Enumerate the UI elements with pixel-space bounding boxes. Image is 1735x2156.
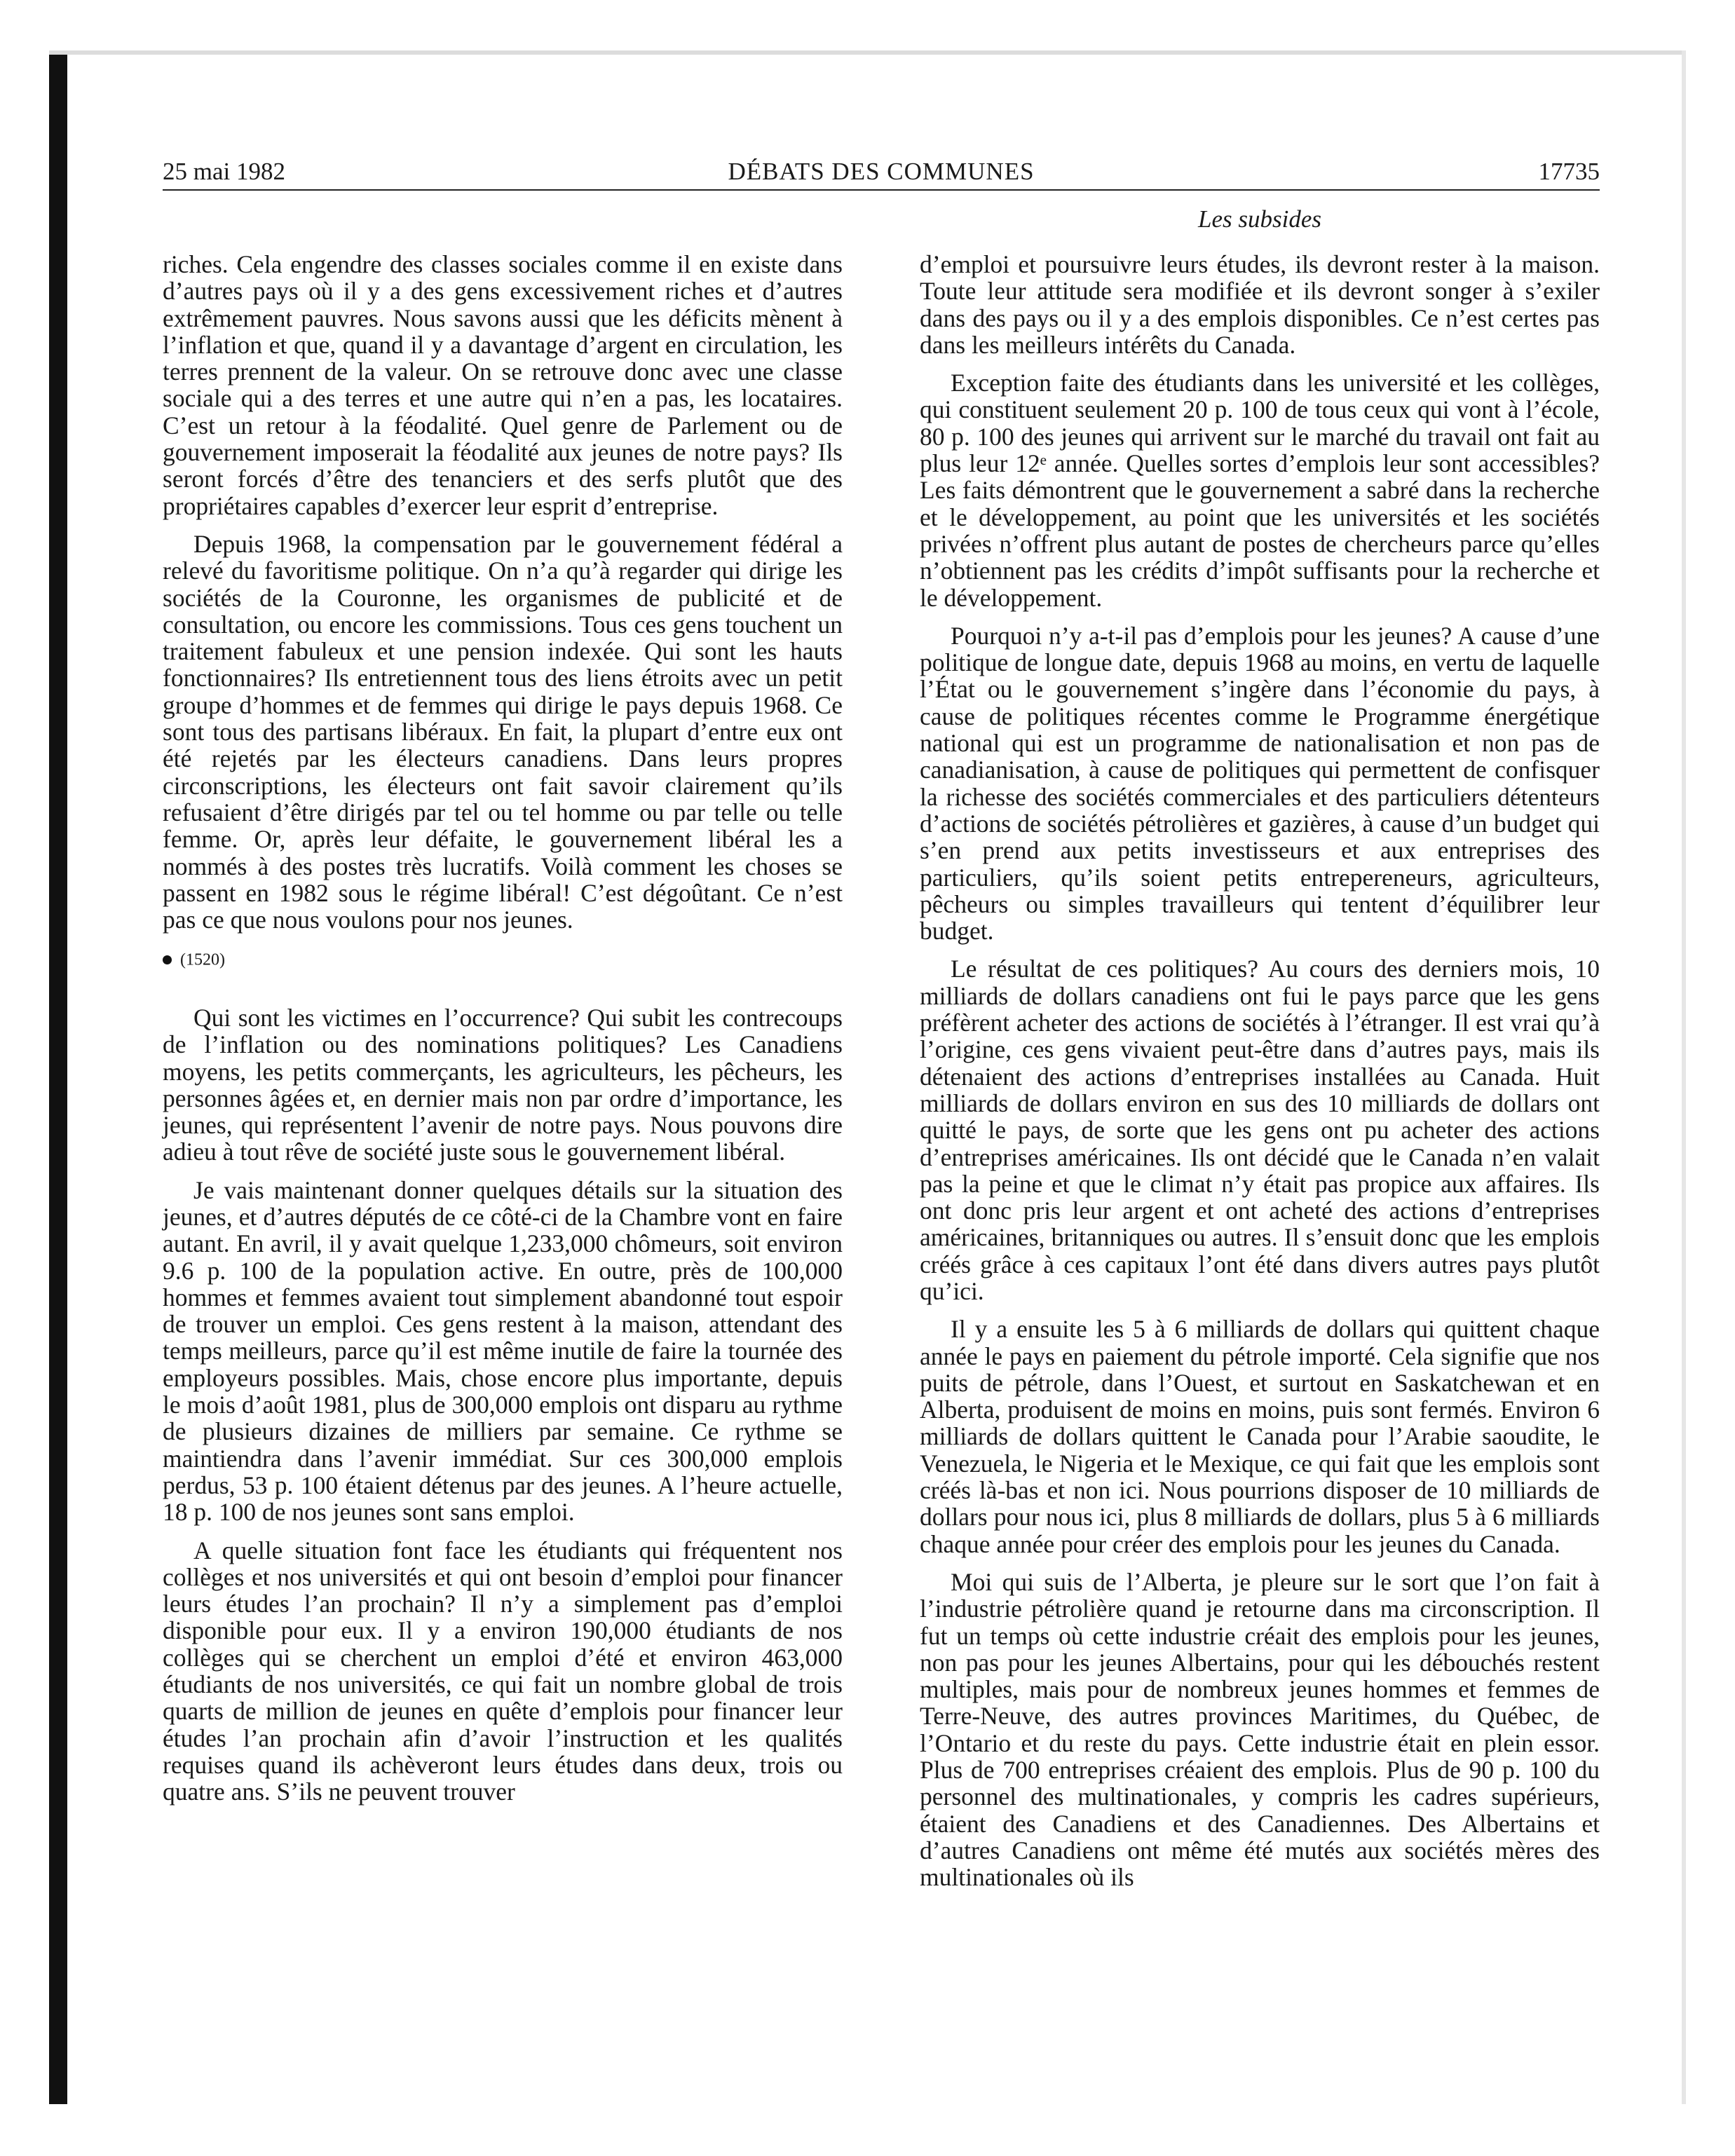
header-rule	[163, 189, 1600, 191]
left-paragraph-2: Depuis 1968, la compensation par le gouvernement fédéral a relevé du favoritisme politique. On n’a qu’à regarder qui dirige les sociétés de la Couronne, les organismes de publicité et de consultation, ou encore les commissions. Tous ces gens touchent un traitement fabuleux et une pension indexée. Qui sont les hauts fonctionnaires? Ils entretiennent tous des liens étroits avec un petit groupe d’hommes et de femmes qui dirige le pays depuis 1968. Ce sont tous des partisans libéraux. En fait, la plupart d’entre eux ont été rejetés par les électeurs canadiens. Dans leurs propres circonscriptions, les électeurs ont fait savoir clairement qu’ils refusaient d’être dirigés par tel ou tel homme ou par telle ou telle femme. Or, après leur défaite, le gouvernement libéral les a nommés à des postes très lucratifs. Voilà comment les choses se passent en 1982 sous le régime libéral! C’est dégoûtant. Ce n’est pas ce que nous voulons pour nos jeunes.	[163, 529, 843, 934]
right-paragraph-1: d’emploi et poursuivre leurs études, ils devront rester à la maison. Toute leur attitude sera modifiée et ils devront songer à s’exiler dans des pays ou il y a des emplois disponibles. Ce n’est certes pas dans les meilleurs intérêts du Canada.	[920, 250, 1600, 359]
left-column	[163, 251, 843, 1817]
running-head: Les subsides	[1198, 205, 1321, 233]
right-paragraph-2: Exception faite des étudiants dans les université et les collèges, qui constituent seulement 20 p. 100 de tous ceux qui vont à l’école, 80 p. 100 des jeunes qui arrivent sur le marché du travail ont fait au plus leur 12ᵉ année. Quelles sortes d’emplois leur sont accessibles? Les faits démontrent que le gouvernement a sabré dans la recherche et le développement, au point que les universités et les sociétés privées n’offrent plus autant de postes de chercheurs parce qu’elles n’obtiennent pas les crédits d’impôt suffisants pour la recherche et le développement.	[920, 369, 1600, 612]
left-paragraph-5: A quelle situation font face les étudiants qui fréquentent nos collèges et nos universités et qui ont besoin d’emploi pour financer leurs études l’an prochain? Il n’y a simplement pas d’emploi disponible pour eux. Il y a environ 190,000 étudiants de nos collèges qui se cherchent un emploi d’été et environ 463,000 étudiants de nos universités, ce qui fait un nombre global de trois quarts de million de jeunes en quête d’emplois pour financer leur études l’an prochain afin d’avoir l’instruction et les qualités requises quand ils achèveront leurs études dans deux, trois ou quatre ans. S’ils ne peuvent trouver	[163, 1536, 843, 1806]
left-paragraph-3: Qui sont les victimes en l’occurrence? Qui subit les contrecoups de l’inflation ou des nominations politiques? Les Canadiens moyens, les petits commerçants, les agriculteurs, les pêcheurs, les personnes âgées et, en dernier mais non par ordre d’importance, les jeunes, qui représentent l’avenir de notre pays. Nous pouvons dire adieu à tout rêve de société juste sous le gouvernement libéral.	[163, 1003, 843, 1166]
right-paragraph-6: Moi qui suis de l’Alberta, je pleure sur le sort que l’on fait à l’industrie pétrolière quand je retourne dans ma circonscription. Il fut un temps où cette industrie créait des emplois pour les jeunes, non pas pour les jeunes Albertains, pour qui les débouchés restent multiples, mais pour de nombreux jeunes hommes et femmes de Terre-Neuve, des autres provinces Maritimes, du Québec, de l’Ontario et du reste du pays. Cette industrie était en plein essor. Plus de 700 entreprises créaient des emplois. Plus de 90 p. 100 du personnel des multinationales, y compris les cadres supérieurs, étaient des Canadiens et des Canadiennes. Des Albertains et d’autres Canadiens ont même été mutés aux sociétés mères des multinationales où ils	[920, 1567, 1600, 1892]
left-paragraph-4: Je vais maintenant donner quelques détails sur la situation des jeunes, et d’autres députés de ce côté-ci de la Chambre vont en faire autant. En avril, il y avait quelque 1,233,000 chômeurs, soit environ 9.6 p. 100 de la population active. En outre, près de 100,000 hommes et femmes avaient tout simplement abandonné tout espoir de trouver un emploi. Ces gens restent à la maison, attendant des temps meilleurs, parce qu’il est même inutile de faire la tournée des employeurs possibles. Mais, chose encore plus importante, depuis le mois d’août 1981, plus de 300,000 emplois ont disparu au rythme de plusieurs dizaines de milliers par semaine. Ce rythme se maintiendra dans l’avenir immédiat. Sur ces 300,000 emplois perdus, 53 p. 100 étaient détenus par des jeunes. A l’heure actuelle, 18 p. 100 de nos jeunes sont sans emploi.	[163, 1175, 843, 1527]
right-paragraph-5: Il y a ensuite les 5 à 6 milliards de dollars qui quittent chaque année le pays en paiement du pétrole importé. Cela signifie que nos puits de pétrole, dans l’Ouest, et surtout en Saskatchewan et en Alberta, produisent de moins en moins, puis sont fermés. Environ 6 milliards de dollars quittent le Canada pour l’Arabie saoudite, le Venezuela, le Nigeria et le Mexique, ce qui fait que les emplois sont créés là-bas et non ici. Nous pourrions disposer de 10 milliards de dollars pour nous ici, plus 8 milliards de dollars, plus 5 à 6 milliards chaque année pour créer des emplois pour les jeunes du Canada.	[920, 1315, 1600, 1558]
scan-border-left	[49, 50, 67, 2104]
document-page	[163, 0, 1600, 2156]
right-paragraph-4: Le résultat de ces politiques? Au cours des derniers mois, 10 milliards de dollars canadiens ont fui le pays parce que les gens préfèrent acheter des actions de sociétés à l’étranger. Il est vrai qu’à l’origine, ces gens vivaient peut-être dans d’autres pays, mais ils détenaient des actions d’entreprises installées au Canada. Huit milliards de dollars environ en sus des 10 milliards de dollars ont quitté le pays, de sorte que les gens ont pu acheter des actions d’entreprises américaines. Ils ont décidé que le Canada n’en valait pas la peine et que le climat n’y était pas propice aux affaires. Ils ont donc pris leur argent et ont acheté des actions d’entreprises américaines, britanniques ou autres. Il s’ensuit donc que les emplois créés grâce à ces capitaux l’ont été dans divers autres pays plutôt qu’ici.	[920, 955, 1600, 1305]
right-paragraph-3: Pourquoi n’y a-t-il pas d’emplois pour les jeunes? A cause d’une politique de longue date, depuis 1968 au moins, en vertu de laquelle l’État ou le gouvernement s’ingère dans l’économie du pays, à cause de politiques récentes comme le Programme énergétique national qui est un programme de nationalisation et non pas de canadianisation, à cause de politiques qui permettent de confisquer la richesse des sociétés commerciales et des particuliers détenteurs d’actions de sociétés pétrolières et gazières, à cause d’un budget qui s’en prend aux petits investisseurs et aux entreprises des particuliers, qu’ils soient petits entrepereneurs, agriculteurs, pêcheurs ou simples travailleurs qui tentent d’équilibrer leur budget.	[920, 621, 1600, 946]
left-paragraph-1: riches. Cela engendre des classes sociales comme il en existe dans d’autres pays où il y a des gens excessivement riches et d’autres extrêmement pauvres. Nous savons aussi que les déficits mènent à l’inflation et que, quand il y a davantage d’argent en circulation, les terres prennent de la valeur. On se retrouve donc avec une classe sociale qui a des terres et une autre qui n’en a pas, les locataires. C’est un retour à la féodalité. Quel genre de Parlement ou de gouvernement imposerait la féodalité aux jeunes de notre pays? Ils seront forcés d’être des tenanciers et des serfs plutôt que des propriétaires capables d’exercer leur esprit d’entreprise.	[163, 250, 843, 520]
bullet-icon	[163, 955, 172, 964]
time-stamp: (1520)	[180, 950, 225, 969]
header-page-number: 17735	[1538, 158, 1600, 185]
scan-border-right	[1682, 50, 1686, 2104]
header-title: DÉBATS DES COMMUNES	[728, 158, 1035, 185]
header-date: 25 mai 1982	[163, 158, 285, 185]
page-header	[163, 156, 1600, 188]
time-marker	[163, 948, 843, 970]
right-column	[920, 251, 1600, 1902]
